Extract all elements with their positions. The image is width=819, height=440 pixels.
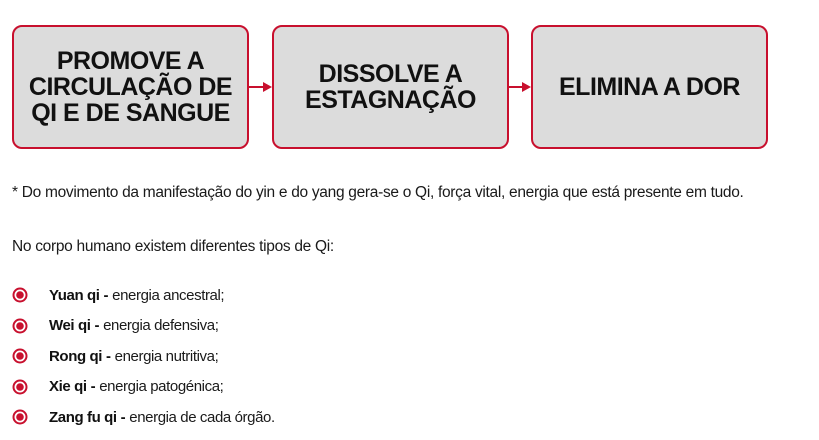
qi-types-list <box>12 280 275 433</box>
footnote: * Do movimento da manifestação do yin e do yang gera-se o Qi, força vital, energia que está presente em tudo. <box>12 184 744 201</box>
circle-bullet-icon <box>12 379 28 395</box>
list-item <box>12 402 275 433</box>
flow-box-promove <box>12 25 249 149</box>
circle-bullet-icon <box>12 287 28 303</box>
qi-name: Wei qi <box>49 317 91 335</box>
qi-separator: - <box>120 408 126 426</box>
qi-name: Rong qi <box>49 347 103 365</box>
list-item <box>12 372 275 403</box>
flow-box-label: DISSOLVE A ESTAGNAÇÃO <box>305 60 476 114</box>
flow-box-label: ELIMINA A DOR <box>559 73 740 101</box>
flow-box-label: PROMOVE A CIRCULAÇÃO DE QI E DE SANGUE <box>28 47 233 127</box>
qi-separator: - <box>90 378 96 396</box>
qi-description: energia nutritiva; <box>114 347 219 365</box>
qi-name: Zang fu qi <box>49 408 117 426</box>
flow-box-dissolve <box>272 25 509 149</box>
qi-separator: - <box>94 317 100 335</box>
qi-description: energia patogénica; <box>99 378 224 396</box>
intro-text: No corpo humano existem diferentes tipos de Qi: <box>12 238 334 255</box>
flow-box-elimina <box>531 25 768 149</box>
list-item <box>12 341 275 372</box>
qi-name: Yuan qi <box>49 286 100 304</box>
list-item <box>12 280 275 311</box>
qi-description: energia ancestral; <box>112 286 225 304</box>
qi-description: energia defensiva; <box>103 317 219 335</box>
circle-bullet-icon <box>12 348 28 364</box>
qi-description: energia de cada órgão. <box>129 408 275 426</box>
qi-separator: - <box>106 347 111 365</box>
circle-bullet-icon <box>12 318 28 334</box>
list-item <box>12 311 275 342</box>
qi-separator: - <box>103 286 109 304</box>
qi-name: Xie qi <box>49 378 87 396</box>
circle-bullet-icon <box>12 409 28 425</box>
arrow-right-icon <box>508 80 532 94</box>
process-flow <box>0 0 819 160</box>
arrow-right-icon <box>249 80 273 94</box>
